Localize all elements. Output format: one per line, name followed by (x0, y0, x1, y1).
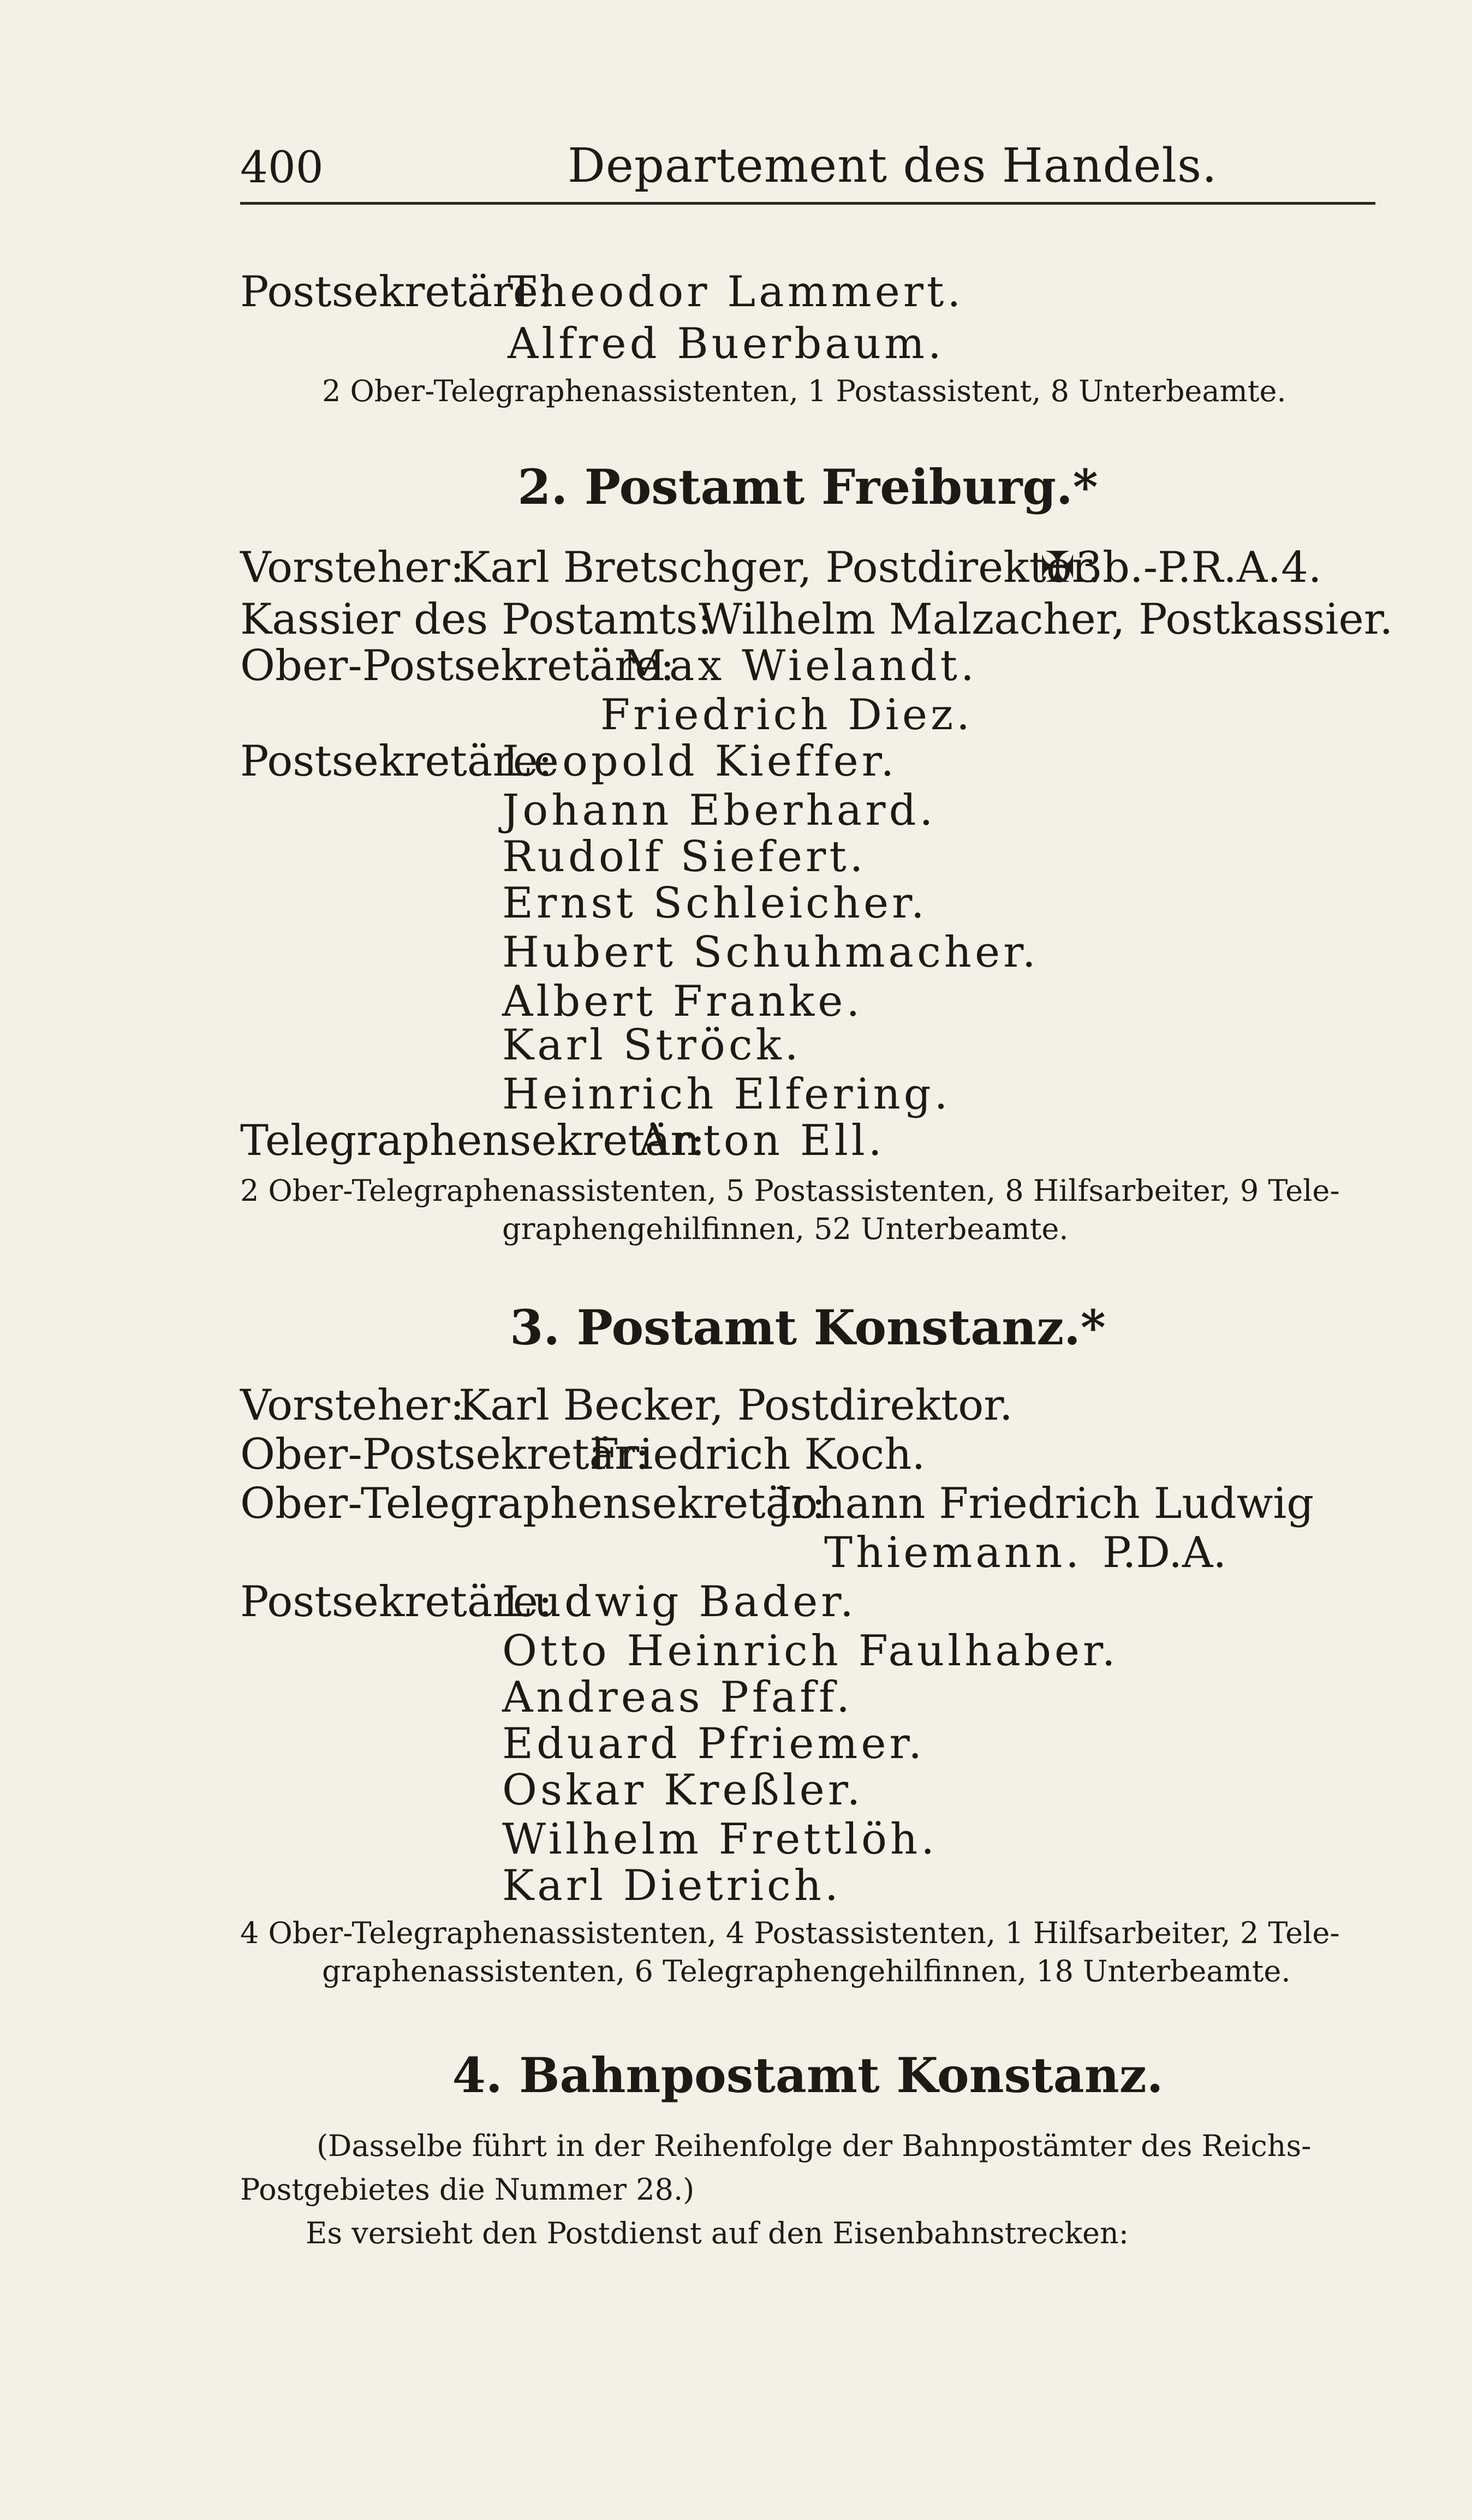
section-heading: 3. Postamt Konstanz.* (510, 1299, 1106, 1356)
staff-note: 4 Ober-Telegraphenassistenten, 4 Postassistenten, 1 Hilfsarbeiter, 2 Tele- (240, 1916, 1340, 1950)
running-title: Departement des Handels. (568, 139, 1218, 193)
vorsteher-name: Karl Bretschger, Postdirektor. (458, 543, 1101, 592)
vorsteher-name: Karl Becker, Postdirektor. (458, 1381, 1013, 1430)
postsekretaere-label: Postsekretäre: (240, 267, 553, 317)
header-rule (240, 202, 1375, 205)
decoration-abbrev: ✠3b.-P.R.A.4. (1040, 543, 1322, 592)
person-name: Heinrich Elfering. (502, 1070, 951, 1119)
page-number: 400 (240, 142, 324, 193)
kassier-label: Kassier des Postamts: (240, 595, 712, 644)
person-name: Anton Ell. (639, 1116, 885, 1165)
person-name: Theodor Lammert. (508, 267, 964, 317)
paragraph-line: Postgebietes die Nummer 28.) (240, 2172, 695, 2207)
vorsteher-label: Vorsteher: (240, 543, 464, 592)
obersek-label: Ober-Postsekretär: (240, 1430, 649, 1479)
section-heading: 2. Postamt Freiburg.* (517, 458, 1098, 515)
paragraph-line: (Dasselbe führt in der Reihenfolge der Bahnpostämter des Reichs- (317, 2129, 1312, 2163)
telegr-label: Telegraphensekretär: (240, 1116, 705, 1165)
person-name: Leopold Kieffer. (502, 737, 898, 786)
person-name: Andreas Pfaff. (502, 1673, 853, 1722)
person-name: Rudolf Siefert. (502, 832, 867, 881)
person-name: Ernst Schleicher. (502, 879, 928, 928)
person-name: Johann Eberhard. (502, 786, 937, 835)
person-name: Max Wielandt. (622, 641, 978, 690)
person-name: Otto Heinrich Faulhaber. (502, 1627, 1119, 1676)
running-head (240, 131, 1375, 191)
person-name: Friedrich Koch. (589, 1430, 926, 1479)
staff-note: graphengehilfinnen, 52 Unterbeamte. (502, 1212, 1069, 1246)
person-name: Karl Dietrich. (502, 1861, 842, 1910)
person-name: Eduard Pfriemer. (502, 1719, 925, 1768)
person-name: Wilhelm Frettlöh. (502, 1815, 938, 1864)
person-name: Thiemann. (824, 1528, 1083, 1577)
person-name: Alfred Buerbaum. (508, 319, 945, 368)
kassier-name: Wilhelm Malzacher, Postkassier. (699, 595, 1393, 644)
person-name: Albert Franke. (502, 977, 863, 1026)
obersek-label: Ober-Postsekretäre: (240, 641, 675, 690)
postsekretaere-label: Postsekretäre: (240, 737, 553, 786)
staff-note: 2 Ober-Telegraphenassistenten, 5 Postassistenten, 8 Hilfsarbeiter, 9 Tele- (240, 1173, 1340, 1208)
staff-note: 2 Ober-Telegraphenassistenten, 1 Postassistent, 8 Unterbeamte. (322, 374, 1286, 408)
person-name: Ludwig Bader. (502, 1577, 857, 1627)
section-heading: 4. Bahnpostamt Konstanz. (452, 2047, 1164, 2104)
paragraph-line: Es versieht den Postdienst auf den Eisenbahnstrecken: (306, 2216, 1129, 2250)
person-name: Oskar Kreßler. (502, 1766, 864, 1815)
vorsteher-label: Vorsteher: (240, 1381, 464, 1430)
person-name: Friedrich Diez. (600, 690, 973, 740)
person-name: Hubert Schuhmacher. (502, 928, 1039, 977)
obertelegr-label: Ober-Telegraphensekretär: (240, 1479, 826, 1528)
person-name: Johann Friedrich Ludwig (775, 1479, 1314, 1528)
person-name: Karl Ströck. (502, 1021, 802, 1070)
postsekretaere-label: Postsekretäre: (240, 1577, 553, 1627)
staff-note: graphenassistenten, 6 Telegraphengehilfinnen, 18 Unterbeamte. (322, 1954, 1291, 1988)
decoration-abbrev: P.D.A. (1102, 1528, 1227, 1577)
